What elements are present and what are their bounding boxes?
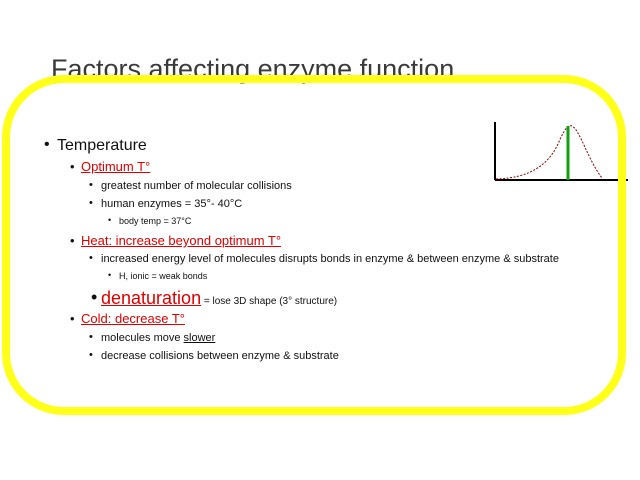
bullet-dot: • <box>70 311 75 326</box>
bullet-dot: • <box>70 159 75 174</box>
bullet-dot: • <box>89 197 93 209</box>
bullet-dot: • <box>89 252 93 264</box>
bullet-collisions: greatest number of molecular collisions <box>101 180 292 192</box>
bullet-body-temp: body temp = 37°C <box>119 216 192 226</box>
bullet-temperature: Temperature <box>57 137 147 154</box>
bullet-dot: • <box>108 215 112 225</box>
bullet-energy: increased energy level of molecules disrupts bonds in enzyme & between enzyme & substrate <box>101 253 559 265</box>
denaturation-definition: = lose 3D shape (3° structure) <box>201 296 338 307</box>
slide-title: Factors affecting enzyme function <box>51 54 455 84</box>
molecules-text: molecules move <box>101 332 184 344</box>
bullet-dot: • <box>89 349 93 361</box>
slower-text: slower <box>183 332 216 344</box>
bullet-decrease: decrease collisions between enzyme & substrate <box>101 350 339 362</box>
bullet-dot: • <box>44 136 50 153</box>
bullet-dot: • <box>89 179 93 191</box>
bullet-dot: • <box>70 233 75 248</box>
bullet-dot: • <box>108 270 112 280</box>
bullet-dot: • <box>89 331 93 343</box>
bullet-denaturation <box>101 288 337 309</box>
bullet-dot: • <box>91 287 98 307</box>
denaturation-term: denaturation <box>101 288 202 308</box>
bullet-cold: Cold: decrease T° <box>81 311 185 326</box>
bullet-optimum: Optimum T° <box>81 159 151 174</box>
bullet-molecules <box>101 332 215 344</box>
bullet-ionic: H, ionic = weak bonds <box>119 271 208 281</box>
bullet-human-enzymes: human enzymes = 35°- 40°C <box>101 198 243 210</box>
bullet-heat: Heat: increase beyond optimum T° <box>81 233 282 248</box>
